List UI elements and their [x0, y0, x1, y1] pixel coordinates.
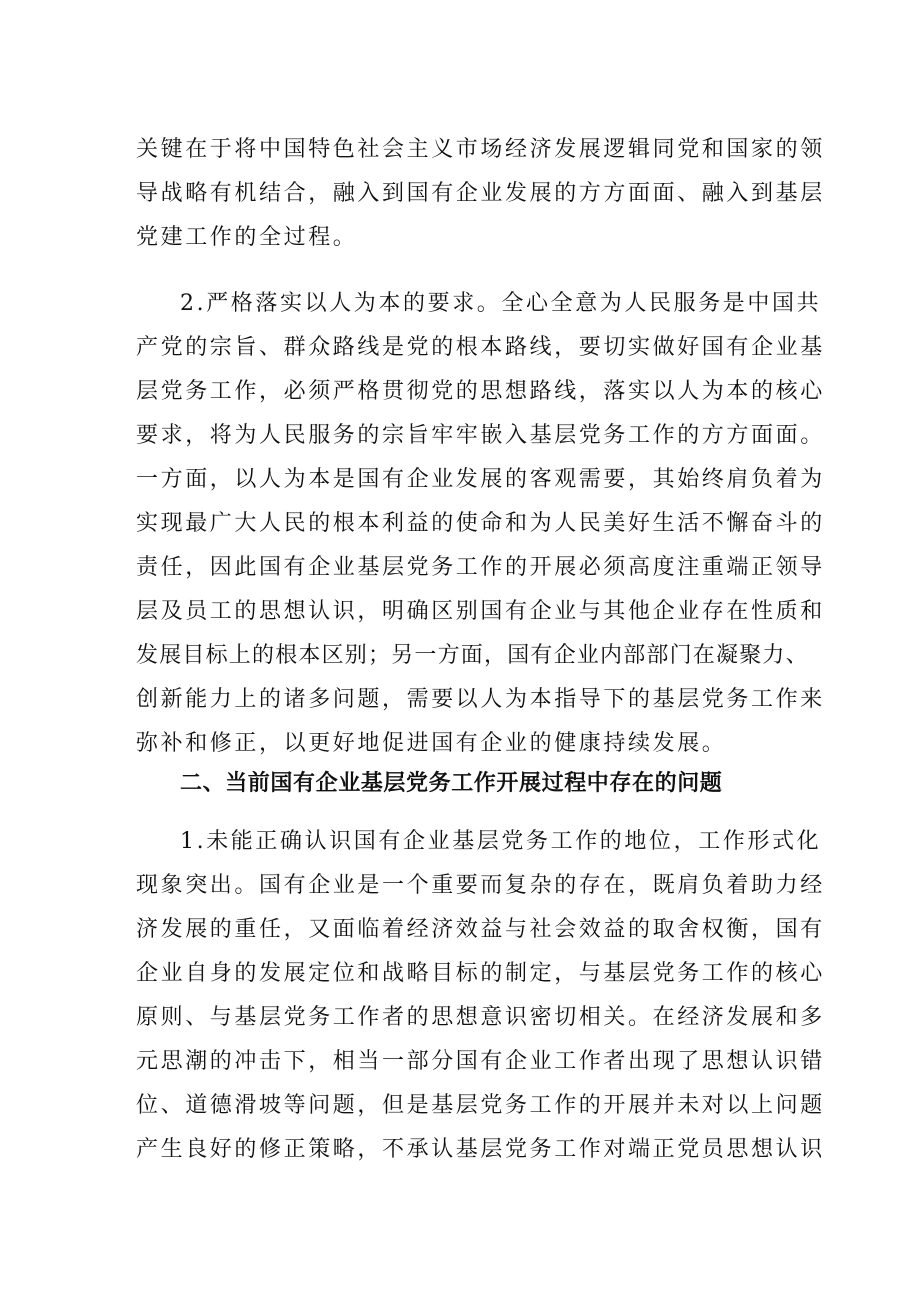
text-line: 企业自身的发展定位和战略目标的制定，与基层党务工作的核心	[136, 961, 825, 986]
text-line: 位、道德滑坡等问题，但是基层党务工作的开展并未对以上问题	[136, 1093, 825, 1118]
text-line: 层及员工的思想认识，明确区别国有企业与其他企业存在性质和	[136, 599, 825, 624]
text-line: 关键在于将中国特色社会主义市场经济发展逻辑同党和国家的领	[136, 137, 825, 162]
text-line: 发展目标上的根本区别；另一方面，国有企业内部部门在凝聚力、	[136, 643, 809, 668]
section-heading: 二、当前国有企业基层党务工作开展过程中存在的问题	[180, 771, 723, 796]
paragraph-problems	[136, 820, 825, 1172]
text-line: 产生良好的修正策略，不承认基层党务工作对端正党员思想认识	[136, 1137, 825, 1162]
text-line: 一方面，以人为本是国有企业发展的客观需要，其始终肩负着为	[136, 467, 825, 492]
text-line: 要求，将为人民服务的宗旨牢牢嵌入基层党务工作的方方面面。	[136, 423, 825, 448]
text-line: 现象突出。国有企业是一个重要而复杂的存在，既肩负着助力经	[136, 873, 825, 898]
text-line: 1.未能正确认识国有企业基层党务工作的地位，工作形式化	[180, 829, 822, 854]
text-line: 产党的宗旨、群众路线是党的根本路线，要切实做好国有企业基	[136, 335, 825, 360]
text-line: 济发展的重任，又面临着经济效益与社会效益的取舍权衡，国有	[136, 917, 825, 942]
text-line: 创新能力上的诸多问题，需要以人为本指导下的基层党务工作来	[136, 687, 825, 712]
text-line: 责任，因此国有企业基层党务工作的开展必须高度注重端正领导	[136, 555, 825, 580]
paragraph-continuation	[136, 128, 825, 260]
text-line: 2.严格落实以人为本的要求。全心全意为人民服务是中国共	[180, 291, 822, 316]
text-line: 层党务工作，必须严格贯彻党的思想路线，落实以人为本的核心	[136, 379, 825, 404]
text-line: 弥补和修正，以更好地促进国有企业的健康持续发展。	[136, 731, 727, 756]
text-line: 元思潮的冲击下，相当一部分国有企业工作者出现了思想认识错	[136, 1049, 825, 1074]
text-line: 原则、与基层党务工作者的思想意识密切相关。在经济发展和多	[136, 1005, 825, 1030]
text-line: 党建工作的全过程。	[136, 225, 358, 250]
text-line: 实现最广大人民的根本利益的使命和为人民美好生活不懈奋斗的	[136, 511, 825, 536]
text-line: 导战略有机结合，融入到国有企业发展的方方面面、融入到基层	[136, 181, 825, 206]
paragraph-people-oriented	[136, 282, 825, 766]
